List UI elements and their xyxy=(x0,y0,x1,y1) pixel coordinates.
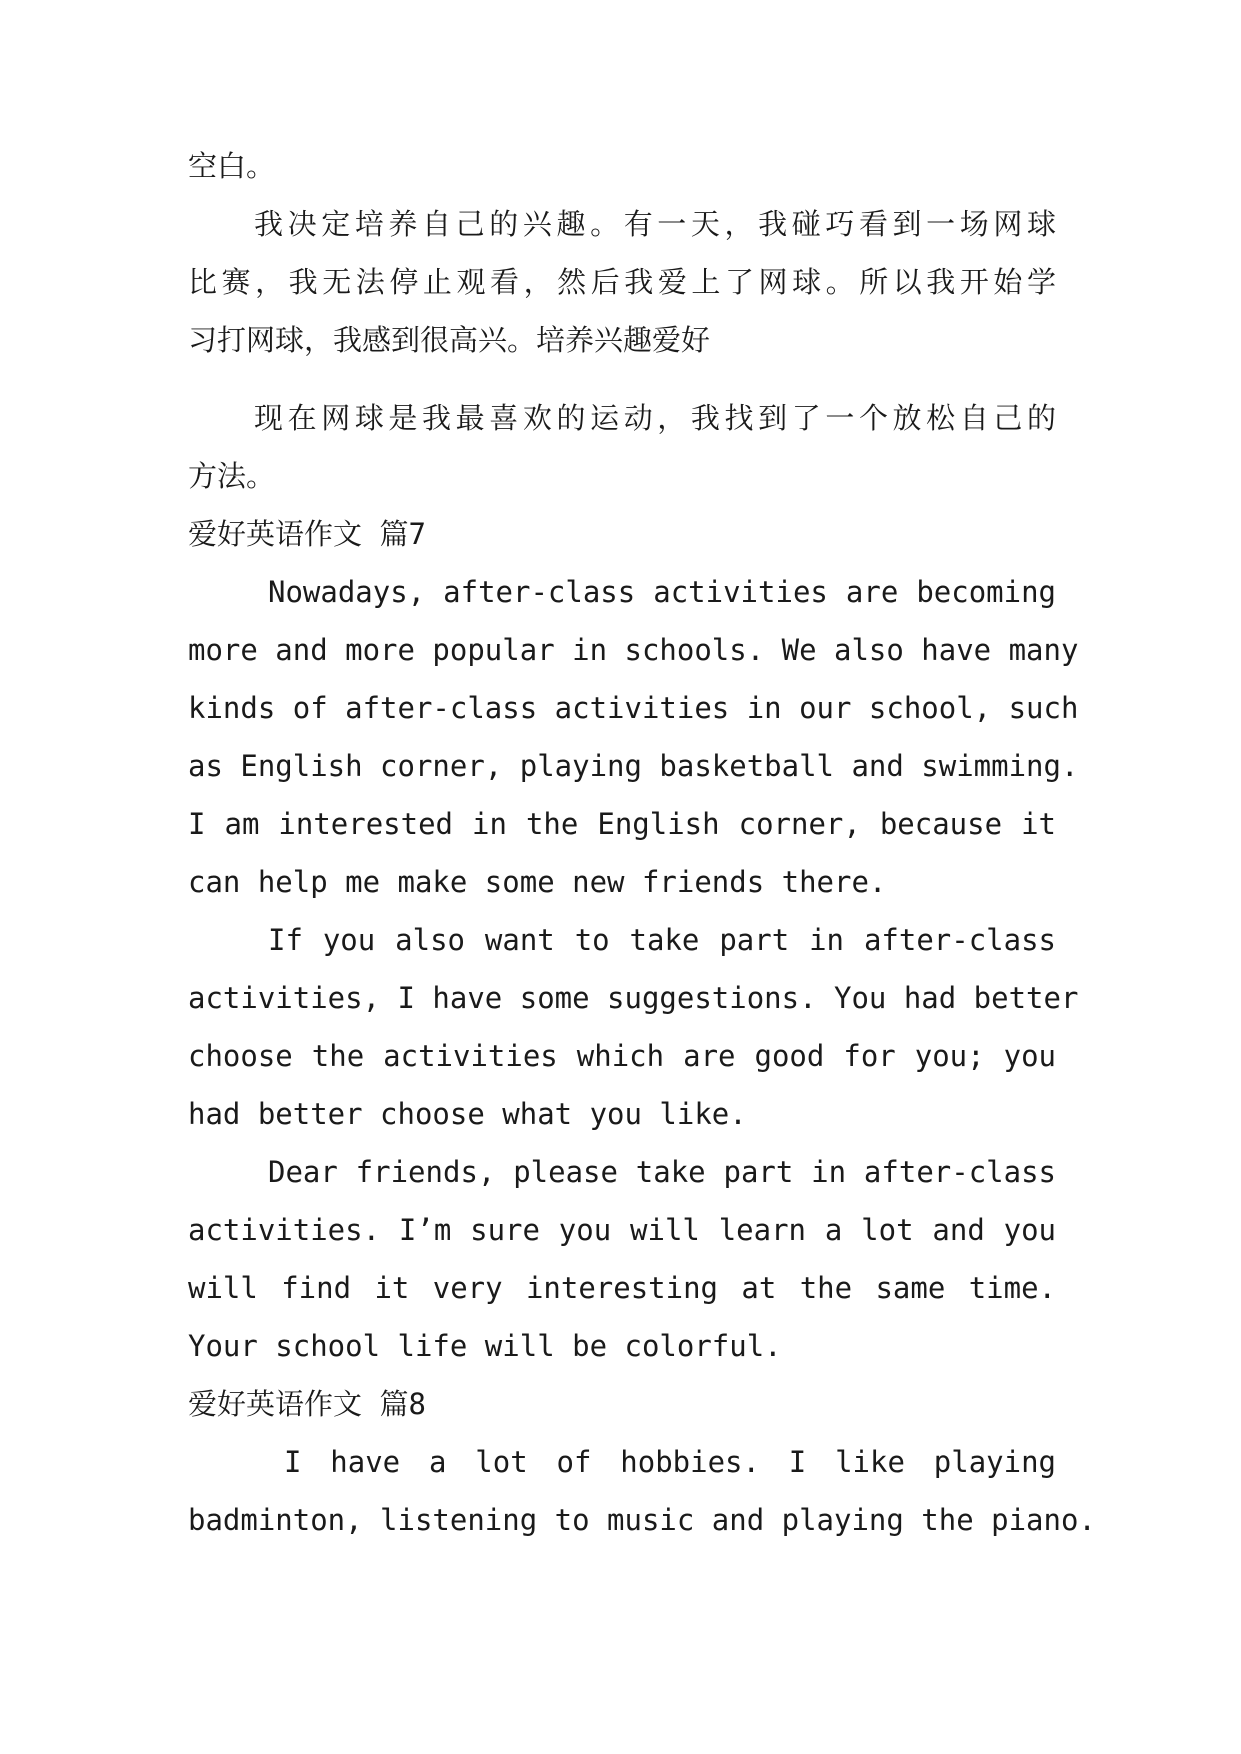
paragraph-tennis xyxy=(188,389,1056,505)
text-line: 习打网球，我感到很高兴。培养兴趣爱好 xyxy=(188,323,711,357)
text-line: Dear friends, please take part in after-class xyxy=(268,1155,1056,1189)
text-line: I am interested in the English corner, because it xyxy=(188,807,1056,841)
text-line: Your school life will be colorful. xyxy=(188,1329,782,1363)
section-heading-7: 爱好英语作文 篇7 xyxy=(188,517,426,551)
paragraph-blank xyxy=(188,137,1056,195)
text-line: can help me make some new friends there. xyxy=(188,865,887,899)
paragraph-after-class-intro xyxy=(188,563,1079,911)
paragraph-suggestions xyxy=(188,911,1079,1143)
text-line: Nowadays, after-class activities are becoming xyxy=(268,575,1056,609)
text-line: 比赛，我无法停止观看，然后我爱上了网球。所以我开始学 xyxy=(188,265,1056,299)
text-line: will find it very interesting at the same time. xyxy=(188,1271,1056,1305)
paragraph-interest xyxy=(188,195,1056,369)
paragraph-hobbies xyxy=(188,1433,1096,1549)
text-line: had better choose what you like. xyxy=(188,1097,747,1131)
section-heading-8: 爱好英语作文 篇8 xyxy=(188,1387,426,1421)
text-line: If you also want to take part in after-class xyxy=(268,923,1056,957)
text-line: 现在网球是我最喜欢的运动，我找到了一个放松自己的 xyxy=(254,401,1056,435)
text-line: badminton, listening to music and playing the piano. xyxy=(188,1503,1096,1537)
paragraph-dear-friends xyxy=(188,1143,1056,1375)
text-line: activities. I’m sure you will learn a lot and you xyxy=(188,1213,1056,1247)
text-line: as English corner, playing basketball and swimming. xyxy=(188,749,1079,783)
text-line: activities, I have some suggestions. You had better xyxy=(188,981,1079,1015)
text-line: I have a lot of hobbies. I like playing xyxy=(284,1445,1056,1479)
text-line: 方法。 xyxy=(188,459,276,493)
text-line: kinds of after-class activities in our school, such xyxy=(188,691,1079,725)
text-line: 我决定培养自己的兴趣。有一天，我碰巧看到一场网球 xyxy=(254,207,1056,241)
text-line: 空白。 xyxy=(188,149,276,183)
text-line: more and more popular in schools. We also have many xyxy=(188,633,1079,667)
text-line: choose the activities which are good for you; you xyxy=(188,1039,1056,1073)
